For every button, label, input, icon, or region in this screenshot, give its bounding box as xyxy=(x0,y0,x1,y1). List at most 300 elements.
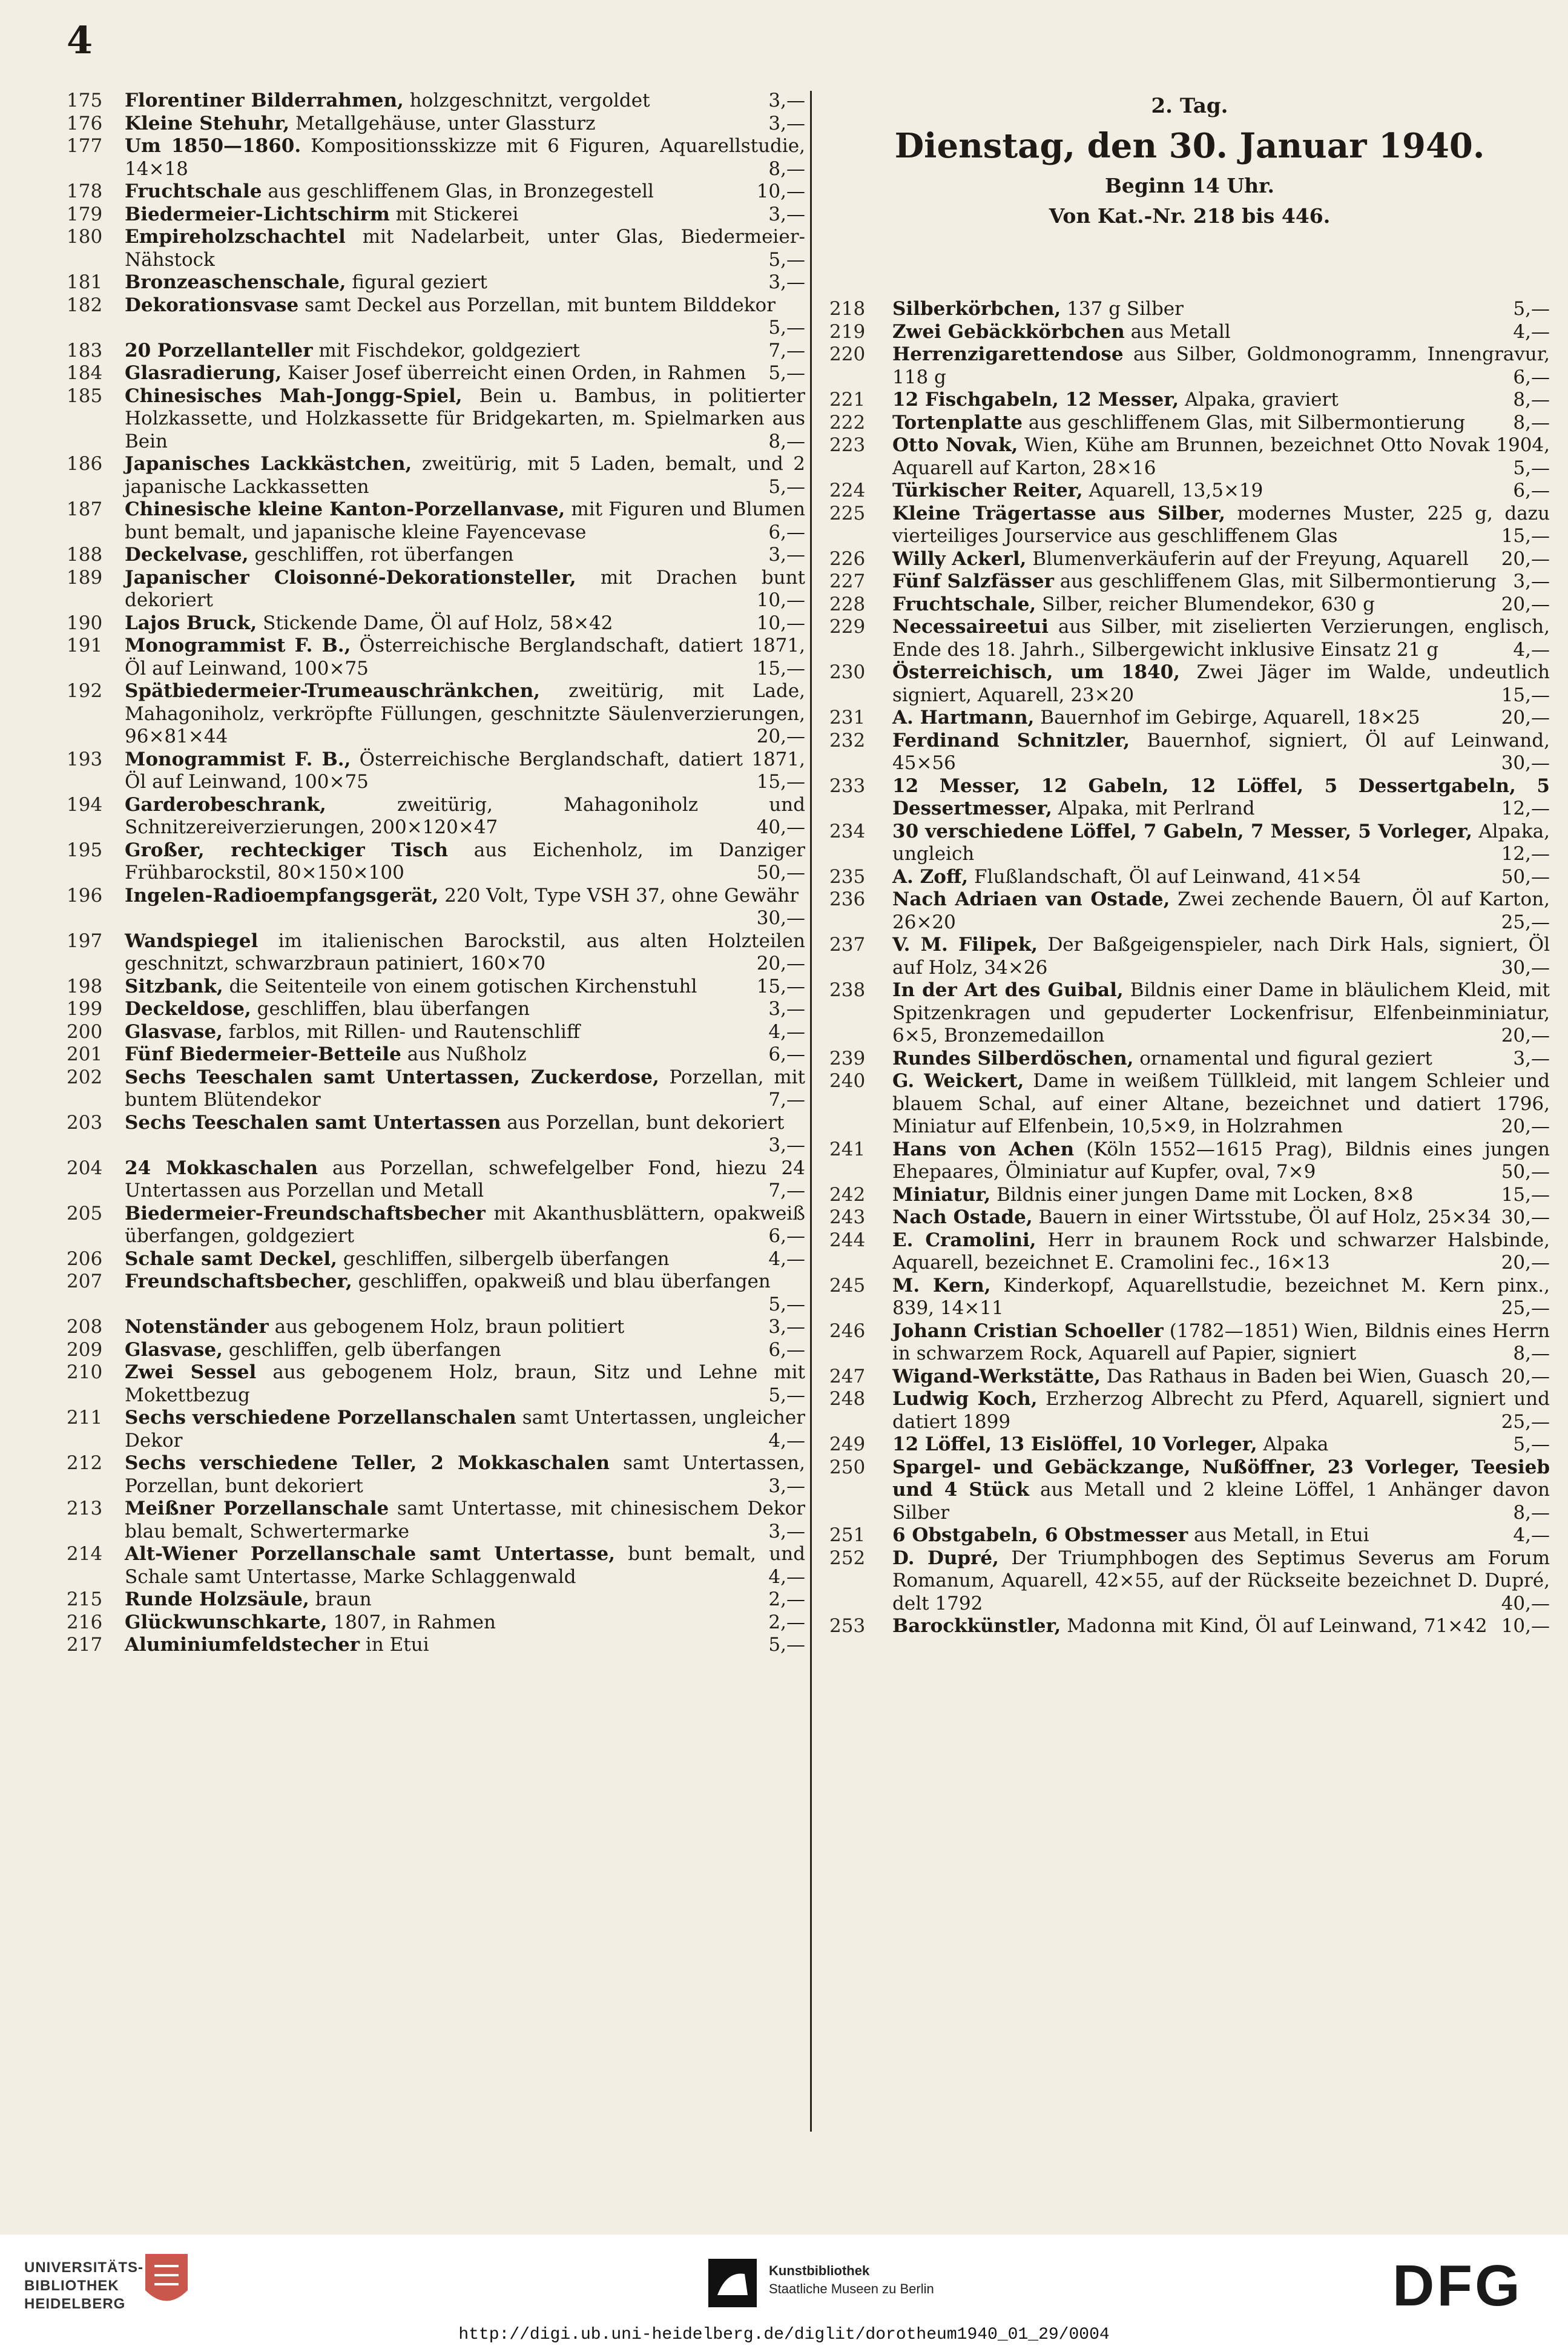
lot-description xyxy=(125,1043,805,1066)
lot-title: Silberkörbchen, xyxy=(892,298,1061,320)
lot-text: modernes Muster, 225 g, dazu vierteiliges Jourservice aus geschliffenem Glas xyxy=(892,502,1550,547)
lot-title: Glasvase, xyxy=(125,1338,223,1361)
lot-description xyxy=(892,1275,1550,1320)
catalog-entry xyxy=(829,1524,1550,1547)
lot-number: 195 xyxy=(67,839,103,861)
catalog-entry xyxy=(67,567,805,612)
lot-text: mit Fischdekor, goldgeziert xyxy=(312,339,580,362)
lot-number: 232 xyxy=(829,729,866,752)
lot-price: 40,— xyxy=(1501,1592,1550,1614)
catalog-entry xyxy=(67,998,805,1021)
catalog-entry xyxy=(829,1275,1550,1320)
catalog-entry xyxy=(829,434,1550,480)
lot-description xyxy=(892,389,1550,412)
lot-description xyxy=(125,1361,805,1407)
lot-price: 5,— xyxy=(1513,298,1550,320)
catalog-entry xyxy=(67,1248,805,1271)
lot-text: aus Porzellan, schwefelgelber Fond, hiezu 24 Untertassen aus Porzellan und Metall xyxy=(125,1157,805,1201)
lot-text: Alpaka, mit Perlrand xyxy=(1052,798,1255,819)
lot-description xyxy=(892,321,1550,344)
lot-number: 225 xyxy=(829,502,866,524)
lot-number: 212 xyxy=(67,1452,103,1474)
lot-title: Glückwunschkarte, xyxy=(125,1611,328,1633)
lot-price: 10,— xyxy=(756,180,805,202)
footer-bar xyxy=(0,2235,1568,2346)
lot-number: 222 xyxy=(829,411,866,434)
catalog-entry xyxy=(67,680,805,748)
lot-price: 5,— xyxy=(768,1634,805,1656)
lot-title: Biedermeier-Freundschaftsbecher xyxy=(125,1202,486,1224)
lot-description xyxy=(892,1229,1550,1275)
catalog-entry xyxy=(829,343,1550,389)
lot-price: 5,— xyxy=(768,1293,805,1315)
catalog-entry xyxy=(67,1634,805,1657)
lot-description xyxy=(125,1452,805,1498)
lot-title: Ferdinand Schnitzler, xyxy=(892,729,1130,752)
lot-price: 6,— xyxy=(768,1225,805,1247)
lot-text: aus geschliffenem Glas, in Bronzegestell xyxy=(262,180,654,202)
lot-description xyxy=(125,1407,805,1452)
lot-text: holzgeschnitzt, vergoldet xyxy=(403,90,650,111)
catalog-entry xyxy=(67,544,805,567)
lot-title: Monogrammist F. B., xyxy=(125,635,351,656)
lot-number: 245 xyxy=(829,1274,866,1297)
catalog-entry xyxy=(67,113,805,136)
catalog-entry xyxy=(829,321,1550,344)
catalog-entry xyxy=(829,934,1550,979)
lot-title: Fruchtschale xyxy=(125,180,262,202)
lot-text: (1782—1851) Wien, Bildnis eines Herrn in schwarzem Rock, Aquarell auf Papier, signiert xyxy=(892,1320,1550,1364)
catalog-entry xyxy=(67,1066,805,1112)
lot-text: Blumenverkäuferin auf der Freyung, Aquarell xyxy=(1026,547,1469,570)
column-divider xyxy=(810,91,812,2132)
catalog-entry xyxy=(67,1361,805,1407)
lot-text: Flußlandschaft, Öl auf Leinwand, 41×54 xyxy=(968,865,1361,888)
lot-title: D. Dupré, xyxy=(892,1547,999,1569)
catalog-entry xyxy=(67,453,805,498)
lot-title: Sechs Teeschalen samt Untertassen, Zuckerdose, xyxy=(125,1066,659,1088)
lot-price: 8,— xyxy=(1513,1501,1550,1524)
catalog-entry xyxy=(67,976,805,999)
lot-text: geschliffen, gelb überfangen xyxy=(222,1338,501,1361)
catalog-entry xyxy=(67,1339,805,1362)
lot-text: Der Triumphbogen des Septimus Severus am Forum Romanum, Aquarell, 42×55, auf der Rückseite bezeichnet D. Dupré, delt 1792 xyxy=(892,1547,1550,1614)
lot-text: Porzellan, mit buntem Blütendekor xyxy=(125,1066,806,1111)
lot-description xyxy=(892,1048,1550,1071)
lot-title: Türkischer Reiter, xyxy=(892,480,1083,501)
lot-text: figural geziert xyxy=(346,271,488,293)
lot-title: Österreichisch, um 1840, xyxy=(892,661,1181,683)
catalog-entry xyxy=(829,775,1550,821)
lot-description xyxy=(125,362,805,385)
lot-description xyxy=(125,385,805,454)
lot-number: 215 xyxy=(67,1588,103,1610)
catalog-entry xyxy=(67,748,805,794)
lot-description xyxy=(125,1021,805,1044)
lot-price: 4,— xyxy=(768,1247,805,1270)
catalog-entry xyxy=(67,930,805,976)
lot-title: Nach Ostade, xyxy=(892,1206,1033,1228)
lot-price: 7,— xyxy=(768,339,805,362)
catalog-entry xyxy=(67,203,805,226)
lot-title: Monogrammist F. B., xyxy=(125,748,351,770)
lot-price: 3,— xyxy=(768,90,805,111)
lot-price: 5,— xyxy=(768,475,805,498)
lot-number: 208 xyxy=(67,1316,103,1338)
lot-number: 204 xyxy=(67,1157,103,1179)
lot-number: 180 xyxy=(67,226,103,248)
lot-price: 6,— xyxy=(768,521,805,543)
catalog-entry xyxy=(67,635,805,680)
lot-price: 12,— xyxy=(1501,843,1550,865)
catalog-entry xyxy=(829,1070,1550,1138)
catalog-entry xyxy=(67,90,805,113)
lot-number: 187 xyxy=(67,498,103,520)
lot-price: 25,— xyxy=(1501,911,1550,933)
start-time: Beginn 14 Uhr. xyxy=(1104,174,1274,197)
lot-description xyxy=(125,1316,805,1339)
lot-text: Stickende Dame, Öl auf Holz, 58×42 xyxy=(257,612,613,634)
lot-description xyxy=(892,866,1550,889)
lot-description xyxy=(125,1112,805,1157)
lot-number: 202 xyxy=(67,1066,103,1088)
lot-number: 189 xyxy=(67,566,103,589)
catalog-entry xyxy=(829,1615,1550,1638)
lot-text: 220 Volt, Type VSH 37, ohne Gewähr xyxy=(438,884,799,907)
lot-price: 20,— xyxy=(1501,593,1550,615)
lot-text: aus gebogenem Holz, braun politiert xyxy=(268,1316,625,1338)
lot-price: 7,— xyxy=(768,1089,805,1111)
lot-title: In der Art des Guibal, xyxy=(892,979,1124,1001)
lot-text: zweitürig, Mahagoniholz und Schnitzereiverzierungen, 200×120×47 xyxy=(125,793,805,838)
lot-text: geschliffen, opakweiß und blau überfangen xyxy=(352,1270,771,1292)
lot-text: Alpaka, graviert xyxy=(1179,389,1339,411)
lot-number: 179 xyxy=(67,203,103,225)
lot-text: aus geschliffenem Glas, mit Silbermontierung xyxy=(1023,411,1466,434)
lot-description xyxy=(125,1339,805,1362)
lot-price: 6,— xyxy=(1513,480,1550,501)
lot-number: 252 xyxy=(829,1547,866,1569)
lot-price: 10,— xyxy=(1501,1615,1550,1637)
lot-text: 137 g Silber xyxy=(1061,298,1184,320)
lot-number: 192 xyxy=(67,680,103,702)
lot-number: 193 xyxy=(67,748,103,770)
catalog-entry xyxy=(67,135,805,180)
lot-description xyxy=(892,1524,1550,1547)
lot-price: 3,— xyxy=(768,112,805,134)
lot-number: 249 xyxy=(829,1433,866,1455)
lot-title: Alt-Wiener Porzellanschale samt Untertasse, xyxy=(125,1543,616,1565)
lot-price: 6,— xyxy=(1513,366,1550,388)
lot-text: Alpaka xyxy=(1257,1433,1329,1455)
lot-title: Sechs Teeschalen samt Untertassen xyxy=(125,1111,501,1134)
lot-price: 5,— xyxy=(1513,457,1550,479)
lot-description xyxy=(892,1206,1550,1229)
lot-text: Zwei zechende Bauern, Öl auf Karton, 26×20 xyxy=(892,888,1550,933)
lot-number: 199 xyxy=(67,998,103,1020)
lot-description xyxy=(892,661,1550,707)
lot-number: 177 xyxy=(67,135,103,157)
lot-number: 223 xyxy=(829,434,866,456)
lot-text: aus geschliffenem Glas, mit Silbermontierung xyxy=(1053,570,1497,592)
lot-title: Hans von Achen xyxy=(892,1138,1075,1160)
catalog-entry xyxy=(67,1316,805,1339)
lot-price: 20,— xyxy=(1501,547,1550,570)
lot-text: Silber, reicher Blumendekor, 630 g xyxy=(1036,593,1375,615)
lot-text: aus Metall xyxy=(1124,320,1231,343)
lot-title: 12 Löffel, 13 Eislöffel, 10 Vorleger, xyxy=(892,1433,1257,1455)
lot-title: Deckelvase, xyxy=(125,544,249,566)
lot-title: Zwei Sessel xyxy=(125,1361,257,1383)
lot-text: Alpaka, ungleich xyxy=(892,820,1550,865)
lot-description xyxy=(125,135,805,180)
lot-description xyxy=(125,1634,805,1657)
lot-description xyxy=(892,1184,1550,1207)
lot-price: 4,— xyxy=(1513,1524,1550,1546)
lot-price: 30,— xyxy=(1501,752,1550,774)
lot-title: Sechs verschiedene Porzellanschalen xyxy=(125,1407,516,1429)
lot-text: Bauernhof im Gebirge, Aquarell, 18×25 xyxy=(1034,707,1420,729)
kunstbibliothek-icon xyxy=(708,2259,757,2307)
lot-number: 239 xyxy=(829,1047,866,1069)
lot-title: Nach Adriaen van Ostade, xyxy=(892,888,1170,910)
lot-description xyxy=(892,298,1550,321)
lot-text: samt Untertassen, ungleicher Dekor xyxy=(125,1407,805,1452)
lot-number: 241 xyxy=(829,1138,866,1160)
lot-description xyxy=(125,1498,805,1543)
lot-price: 15,— xyxy=(1501,1183,1550,1206)
dfg-logo[interactable]: DFG xyxy=(1392,2253,1523,2318)
lot-price: 15,— xyxy=(756,657,805,679)
lot-title: Fünf Salzfässer xyxy=(892,570,1054,592)
lot-text: geschliffen, rot überfangen xyxy=(248,544,514,566)
lot-description xyxy=(125,885,805,930)
lot-title: 20 Porzellanteller xyxy=(125,339,313,362)
catalog-entry xyxy=(829,548,1550,571)
catalog-entry xyxy=(67,498,805,544)
lot-title: Schale samt Deckel, xyxy=(125,1247,337,1270)
lot-number: 244 xyxy=(829,1229,866,1251)
lot-title: Lajos Bruck, xyxy=(125,612,257,634)
lot-price: 50,— xyxy=(756,862,805,884)
lot-title: Notenständer xyxy=(125,1316,269,1338)
lot-text: aus Metall und 2 kleine Löffel, 1 Anhänger davon Silber xyxy=(892,1479,1550,1524)
university-library-logo[interactable] xyxy=(24,2259,143,2313)
lot-price: 6,— xyxy=(768,1338,805,1361)
lot-description xyxy=(125,498,805,544)
catalog-entry xyxy=(67,794,805,839)
logo-line: UNIVERSITÄTS- xyxy=(24,2259,144,2276)
lot-price: 30,— xyxy=(756,907,805,929)
lot-number: 200 xyxy=(67,1020,103,1043)
catalog-entry xyxy=(67,340,805,363)
lot-price: 3,— xyxy=(768,1520,805,1542)
lot-description xyxy=(125,680,805,748)
lot-description xyxy=(892,1547,1550,1616)
lot-title: Fünf Biedermeier-Betteile xyxy=(125,1043,401,1065)
lot-title: Biedermeier-Lichtschirm xyxy=(125,203,390,225)
lot-title: Necessaireetui xyxy=(892,616,1049,638)
lot-title: Sitzbank, xyxy=(125,975,223,997)
source-url[interactable]: http://digi.ub.uni-heidelberg.de/diglit/dorotheum1940_01_29/0004 xyxy=(458,2325,1110,2344)
lot-number: 218 xyxy=(829,298,866,320)
lot-number: 188 xyxy=(67,544,103,566)
lot-price: 10,— xyxy=(756,589,805,611)
lot-number: 238 xyxy=(829,979,866,1001)
lot-description xyxy=(125,794,805,839)
catalog-entry xyxy=(829,1456,1550,1525)
lot-text: Bein u. Bambus, in politierter Holzkassette, und Holzkassette für Bridgekarten, m. Spielmarken aus Bein xyxy=(125,385,805,452)
lot-title: Tortenplatte xyxy=(892,411,1023,434)
catalog-entry xyxy=(829,503,1550,548)
lot-text: Kinderkopf, Aquarellstudie, bezeichnet M. Kern pinx., 839, 14×11 xyxy=(892,1274,1550,1319)
lot-number: 251 xyxy=(829,1524,866,1546)
catalog-entry xyxy=(829,1547,1550,1616)
kunstbibliothek-logo[interactable] xyxy=(769,2262,934,2298)
lot-number: 219 xyxy=(829,320,866,343)
lot-price: 4,— xyxy=(1513,638,1550,661)
lot-number: 201 xyxy=(67,1043,103,1065)
lot-description xyxy=(125,635,805,680)
lot-price: 15,— xyxy=(756,771,805,793)
lot-text: Bildnis einer jungen Dame mit Locken, 8×8 xyxy=(990,1183,1414,1206)
seal-icon xyxy=(139,2248,194,2315)
lot-text: Bauern in einer Wirtsstube, Öl auf Holz, 25×34 xyxy=(1032,1206,1491,1228)
lot-description xyxy=(892,1138,1550,1184)
lot-number: 209 xyxy=(67,1338,103,1361)
lot-description xyxy=(125,930,805,976)
lot-number: 228 xyxy=(829,593,866,615)
lot-price: 20,— xyxy=(1501,1365,1550,1387)
lot-description xyxy=(125,1588,805,1611)
lot-number: 237 xyxy=(829,934,866,956)
lot-number: 233 xyxy=(829,775,866,797)
lot-text: samt Untertasse, mit chinesischem Dekor blau bemalt, Schwertermarke xyxy=(125,1498,805,1542)
lot-title: Herrenzigarettendose xyxy=(892,343,1124,365)
lot-title: Empireholzschachtel xyxy=(125,226,346,248)
lot-description xyxy=(125,612,805,635)
lot-title: Chinesische kleine Kanton-Porzellanvase, xyxy=(125,498,565,520)
lot-text: im italienischen Barockstil, aus alten Holzteilen geschnitzt, schwarzbraun patiniert, 160×70 xyxy=(125,930,805,974)
lot-text: aus Silber, Goldmonogramm, Innengravur, 118 g xyxy=(892,343,1550,388)
lot-title: Ludwig Koch, xyxy=(892,1388,1038,1410)
lot-title: Fruchtschale, xyxy=(892,593,1036,615)
lot-price: 20,— xyxy=(1501,1025,1550,1046)
lot-text: (Köln 1552—1615 Prag), Bildnis eines jungen Ehepaares, Ölminiatur auf Kupfer, oval, 7×9 xyxy=(892,1138,1550,1183)
lot-description xyxy=(892,707,1550,730)
lot-number: 182 xyxy=(67,294,103,316)
catalog-entry xyxy=(829,866,1550,889)
lot-number: 198 xyxy=(67,975,103,997)
lot-description xyxy=(892,730,1550,775)
lot-description xyxy=(125,180,805,203)
lot-number: 186 xyxy=(67,453,103,475)
lot-number: 211 xyxy=(67,1407,103,1429)
lot-title: Zwei Gebäckkörbchen xyxy=(892,320,1125,343)
catalog-entry xyxy=(829,1229,1550,1275)
lot-title: Kleine Stehuhr, xyxy=(125,112,290,134)
catalog-entry xyxy=(829,979,1550,1048)
lot-title: Rundes Silberdöschen, xyxy=(892,1047,1134,1069)
lot-text: Erzherzog Albrecht zu Pferd, Aquarell, signiert und datiert 1899 xyxy=(892,1388,1550,1433)
lot-number: 184 xyxy=(67,362,103,384)
lot-number: 207 xyxy=(67,1270,103,1292)
lot-title: A. Zoff, xyxy=(892,865,969,888)
lot-description xyxy=(892,434,1550,480)
lot-number: 247 xyxy=(829,1365,866,1387)
lot-title: Willy Ackerl, xyxy=(892,547,1027,570)
lot-price: 4,— xyxy=(768,1020,805,1043)
lot-text: mit Drachen bunt dekoriert xyxy=(125,566,805,611)
lot-description xyxy=(892,593,1550,616)
lot-number: 226 xyxy=(829,547,866,570)
lot-title: Miniatur, xyxy=(892,1183,991,1206)
lot-text: in Etui xyxy=(360,1634,429,1656)
lot-text: aus Silber, mit ziselierten Verzierungen, englisch, Ende des 18. Jahrh., Silbergewicht inklusive Einsatz 21 g xyxy=(892,616,1550,661)
lot-description xyxy=(892,821,1550,866)
lot-text: ornamental und figural geziert xyxy=(1133,1047,1432,1069)
lot-number: 190 xyxy=(67,612,103,634)
lot-description xyxy=(892,775,1550,821)
lot-price: 8,— xyxy=(1513,389,1550,411)
lot-description xyxy=(892,1456,1550,1525)
lot-description xyxy=(125,1203,805,1248)
lot-description xyxy=(892,1388,1550,1433)
catalog-entry xyxy=(67,612,805,635)
lot-description xyxy=(892,503,1550,548)
catalog-entry xyxy=(829,616,1550,661)
lot-text: samt Untertassen, Porzellan, bunt dekoriert xyxy=(125,1452,805,1497)
lot-title: Deckeldose, xyxy=(125,998,251,1020)
lot-title: Glasradierung, xyxy=(125,362,282,384)
catalog-entry xyxy=(829,821,1550,866)
lot-price: 3,— xyxy=(768,271,805,293)
lot-number: 181 xyxy=(67,271,103,293)
lot-description xyxy=(125,1543,805,1588)
lot-title: Spätbiedermeier-Trumeauschränkchen, xyxy=(125,680,541,702)
lot-number: 194 xyxy=(67,793,103,816)
lot-description xyxy=(125,998,805,1021)
catalog-entry xyxy=(829,389,1550,412)
lot-text: die Seitenteile von einem gotischen Kirchenstuhl xyxy=(223,975,697,997)
lot-title: G. Weickert, xyxy=(892,1070,1024,1092)
catalog-entry xyxy=(829,570,1550,593)
day-label: 2. Tag. xyxy=(1151,94,1228,118)
lot-description xyxy=(125,1066,805,1112)
lot-title: Aluminiumfeldstecher xyxy=(125,1634,360,1656)
lot-text: geschliffen, blau überfangen xyxy=(251,998,530,1020)
lot-text: bunt bemalt, und Schale samt Untertasse, Marke Schlaggenwald xyxy=(125,1543,805,1588)
lot-description xyxy=(892,1070,1550,1138)
lot-title: Runde Holzsäule, xyxy=(125,1588,309,1610)
catalog-entry xyxy=(829,730,1550,775)
lot-description xyxy=(125,294,805,340)
lot-number: 217 xyxy=(67,1634,103,1656)
lot-title: Wigand-Werkstätte, xyxy=(892,1365,1101,1387)
lot-description xyxy=(125,1157,805,1203)
lot-price: 25,— xyxy=(1501,1410,1550,1433)
lot-description xyxy=(125,1611,805,1634)
lot-price: 30,— xyxy=(1501,956,1550,979)
lot-number: 205 xyxy=(67,1202,103,1224)
lot-price: 5,— xyxy=(768,362,805,384)
lot-price: 5,— xyxy=(768,248,805,271)
lot-price: 30,— xyxy=(1501,1206,1550,1228)
lot-number: 175 xyxy=(67,90,103,111)
catalog-entry xyxy=(829,298,1550,321)
lot-text: aus Porzellan, bunt dekoriert xyxy=(501,1111,785,1134)
catalog-entry xyxy=(67,1498,805,1543)
